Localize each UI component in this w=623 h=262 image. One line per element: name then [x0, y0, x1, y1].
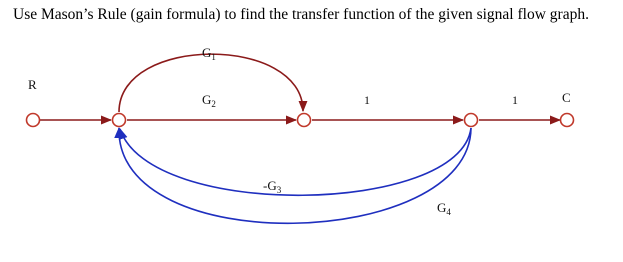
label-neg-g3-sub: 3: [276, 185, 282, 195]
label-g1: [202, 45, 216, 62]
node-r: [27, 114, 40, 127]
label-unity-a: 1: [364, 93, 370, 107]
node-2: [298, 114, 311, 127]
label-input-r: R: [28, 77, 37, 92]
label-g1-base: G: [202, 45, 212, 60]
branch-g4-loop: [119, 128, 471, 223]
label-unity-b: 1: [512, 93, 518, 107]
branch-neg-g3-loop: [120, 128, 471, 195]
label-g4-sub: 4: [446, 207, 451, 217]
node-c: [561, 114, 574, 127]
label-g2-base: G: [202, 92, 212, 107]
label-g4-base: G: [437, 200, 447, 215]
node-3: [465, 114, 478, 127]
question-text: Use Mason’s Rule (gain formula) to find the transfer function of the given signal flow graph.: [13, 6, 589, 23]
label-g4: [437, 200, 451, 217]
label-g2: [202, 92, 216, 109]
node-1: [113, 114, 126, 127]
label-g1-sub: 1: [211, 52, 216, 62]
label-neg-g3: [263, 178, 282, 195]
label-g2-sub: 2: [211, 99, 216, 109]
label-output-c: C: [562, 90, 571, 105]
label-neg-g3-base: -G: [263, 178, 277, 193]
